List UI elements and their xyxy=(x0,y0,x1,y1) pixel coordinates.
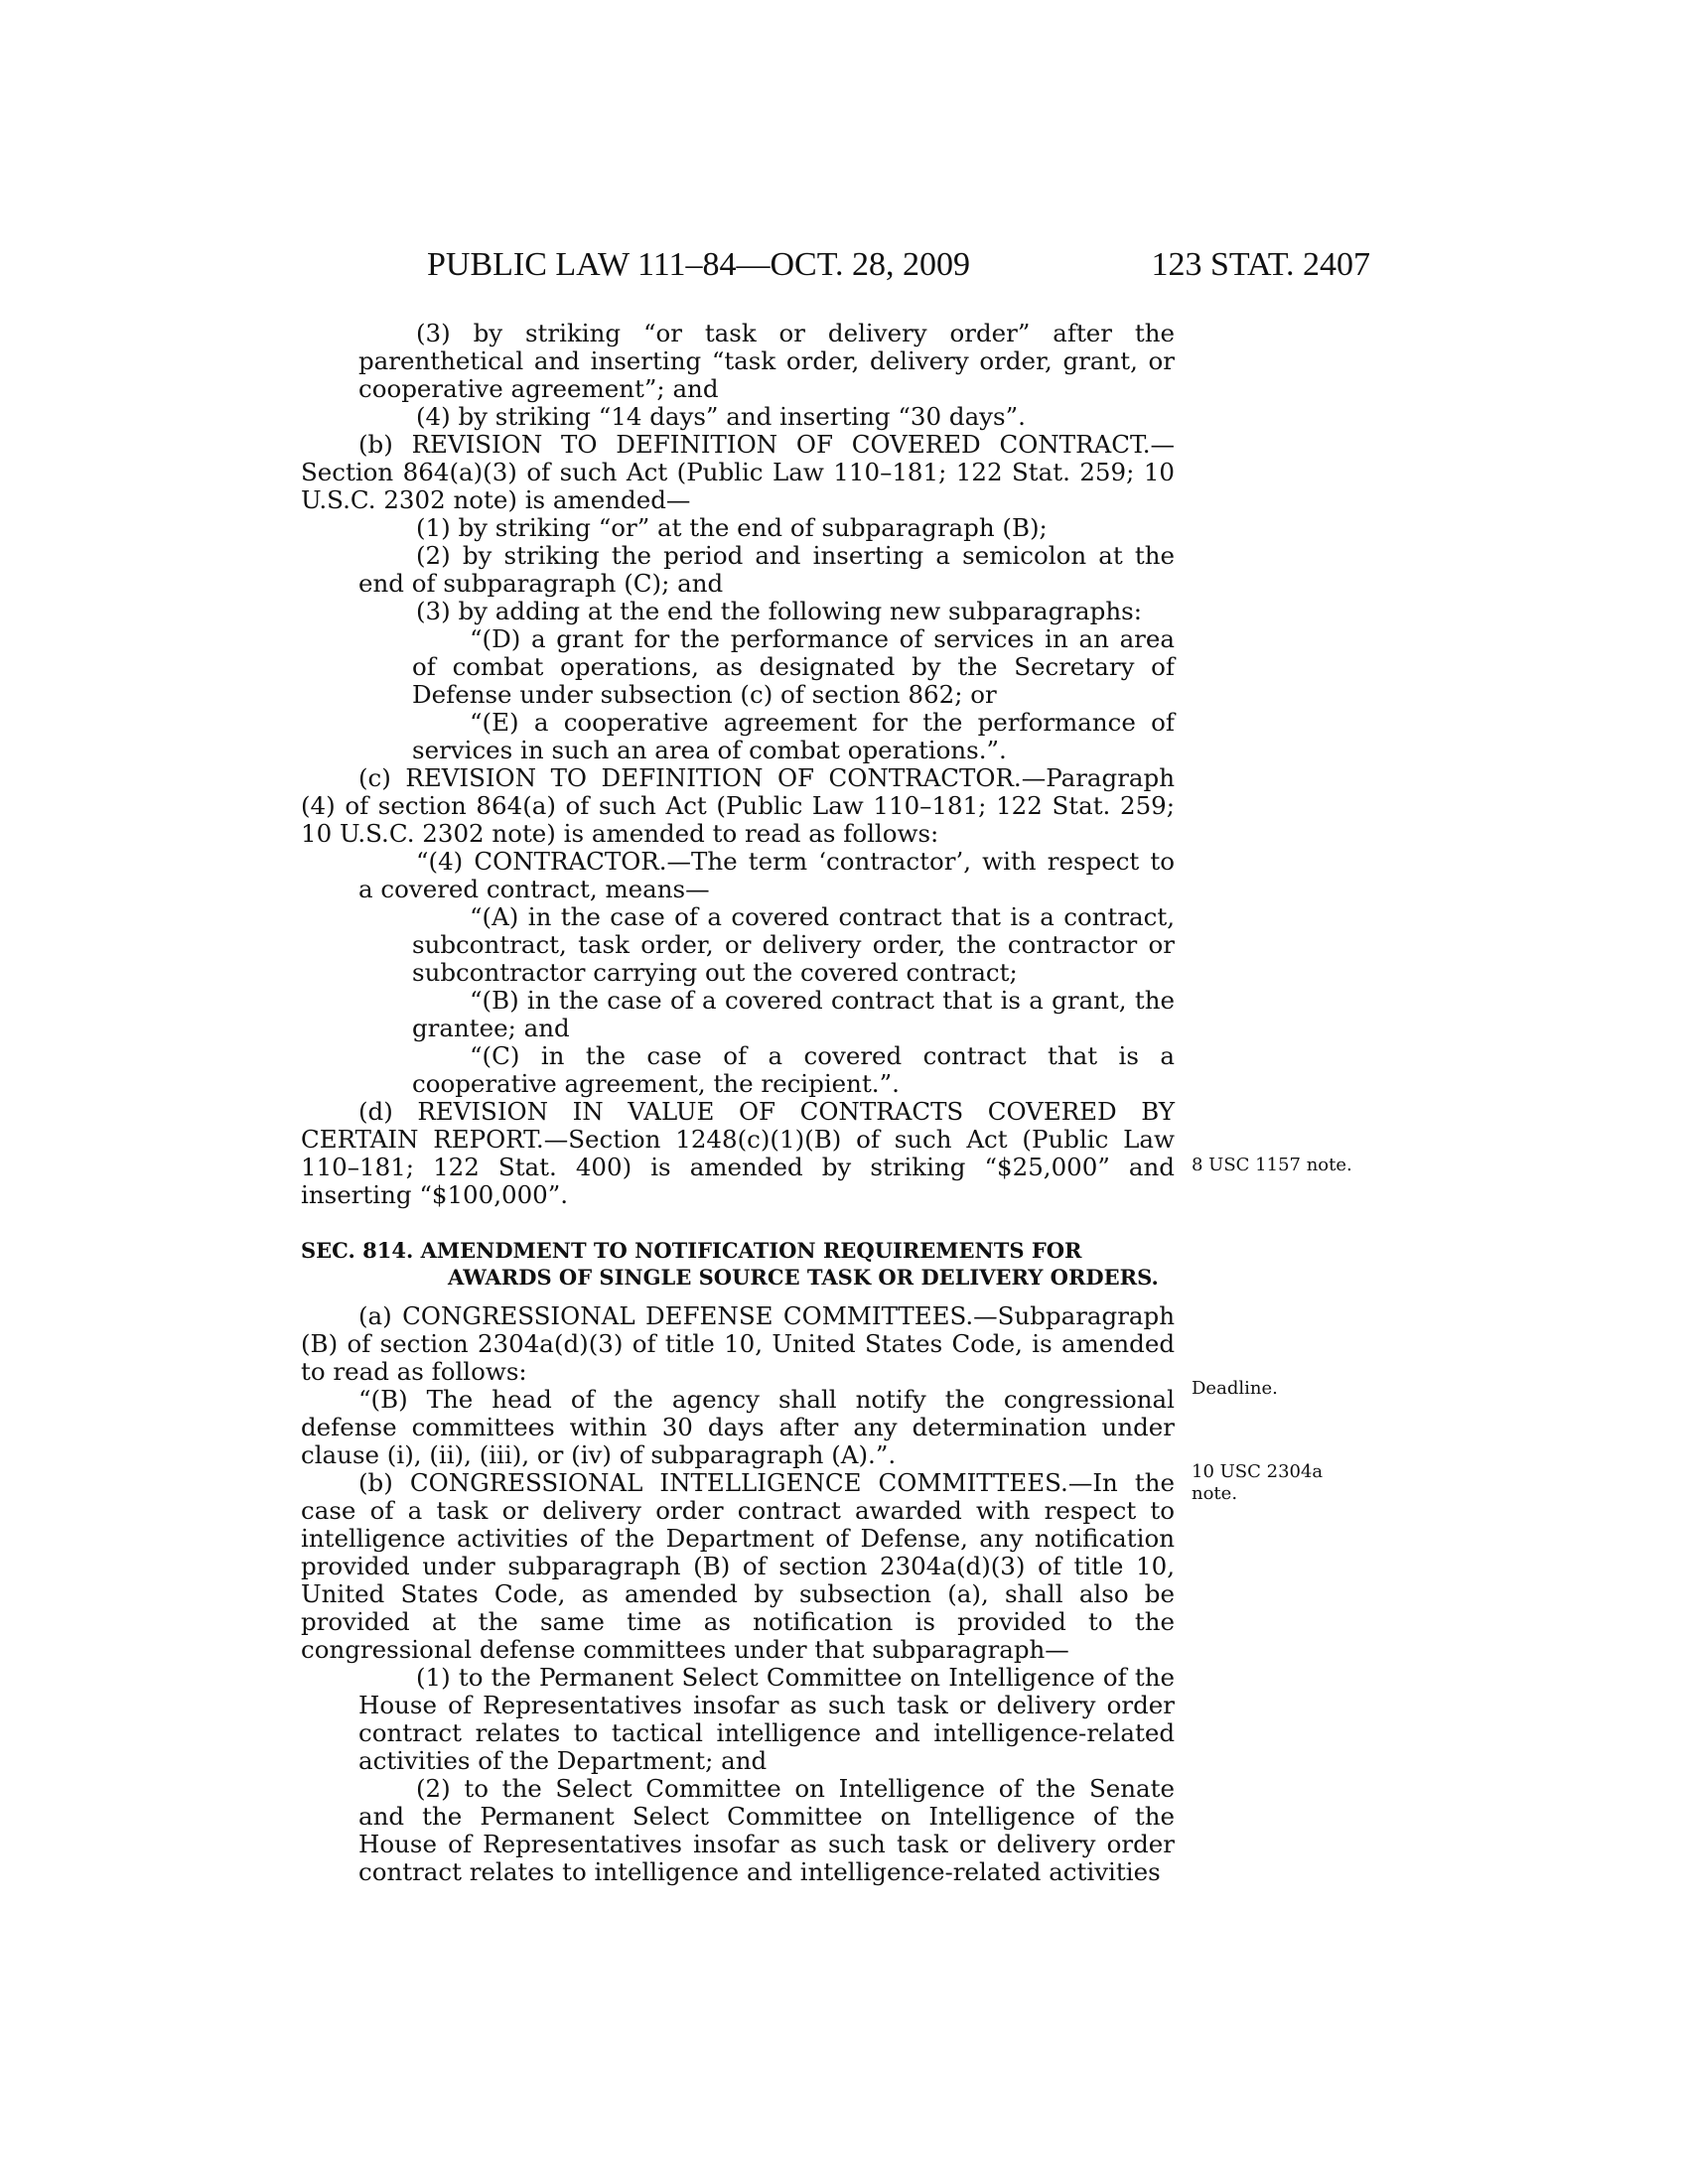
section-heading-line1: SEC. 814. AMENDMENT TO NOTIFICATION REQUIREMENTS FOR xyxy=(301,1238,1082,1263)
paragraph-814b1: (1) to the Permanent Select Committee on Intelligence of the House of Representatives insofar as such task or delivery order contract relates to tactical intelligence and intelligence-related activities of the Department; and xyxy=(358,1663,1175,1775)
clause-a: “(A) in the case of a covered contract that is a contract, subcontract, task order, or delivery order, the contractor or subcontractor carrying out the covered contract; xyxy=(412,902,1175,987)
paragraph-c4: “(4) CONTRACTOR.—The term ‘contractor’, with respect to a covered contract, means— xyxy=(358,847,1175,903)
paragraph-b-text: (b) REVISION TO DEFINITION OF COVERED CONTRACT.—Section 864(a)(3) of such Act (Public Law 110–181; 122 Stat. 259; 10 U.S.C. 2302 note) is amended— xyxy=(301,430,1175,514)
paragraph-d: (d) REVISION IN VALUE OF CONTRACTS COVERED BY CERTAIN REPORT.—Section 1248(c)(1)(B) of such Act (Public Law 110–181; 122 Stat. 400) is amended by striking “$25,000” and inserting “$100,000”. xyxy=(301,1097,1175,1209)
section-heading-line2: AWARDS OF SINGLE SOURCE TASK OR DELIVERY ORDERS. xyxy=(448,1265,1159,1290)
subparagraph-e: “(E) a cooperative agreement for the performance of services in such an area of combat operations.”. xyxy=(412,708,1175,764)
margin-note-usc-2304a-line1: 10 USC 2304a xyxy=(1192,1461,1324,1482)
paragraph-814a: (a) CONGRESSIONAL DEFENSE COMMITTEES.—Subparagraph (B) of section 2304a(d)(3) of title 10, United States Code, is amended to read as follows: xyxy=(301,1301,1175,1386)
header-law-date: PUBLIC LAW 111–84—OCT. 28, 2009 xyxy=(427,246,970,283)
paragraph-814b2: (2) to the Select Committee on Intelligence of the Senate and the Permanent Select Committee on Intelligence of the House of Representatives insofar as such task or delivery order contract relates to intelligence and intelligence-related activities xyxy=(358,1774,1175,1886)
paragraph-b1: (1) by striking “or” at the end of subparagraph (B); xyxy=(416,513,1048,542)
paragraph-b3: (3) by adding at the end the following new subparagraphs: xyxy=(416,597,1142,625)
margin-note-usc-1157: 8 USC 1157 note. xyxy=(1192,1155,1352,1175)
subparagraph-d: “(D) a grant for the performance of services in an area of combat operations, as designated by the Secretary of Defense under subsection (c) of section 862; or xyxy=(412,624,1175,709)
paragraph-814a-quote: “(B) The head of the agency shall notify the congressional defense committees within 30 days after any determination under clause (i), (ii), (iii), or (iv) of subparagraph (A).”. xyxy=(301,1385,1175,1469)
header-stat-page: 123 STAT. 2407 xyxy=(1151,246,1370,283)
paragraph-a4: (4) by striking “14 days” and inserting “30 days”. xyxy=(416,402,1026,431)
margin-note-deadline: Deadline. xyxy=(1192,1378,1278,1399)
page-header xyxy=(427,246,1370,296)
clause-c: “(C) in the case of a covered contract that is a cooperative agreement, the recipient.”. xyxy=(412,1041,1175,1098)
clause-b: “(B) in the case of a covered contract that is a grant, the grantee; and xyxy=(412,986,1175,1042)
margin-note-usc-2304a-line2: note. xyxy=(1192,1483,1238,1504)
document-body xyxy=(301,320,1175,1886)
paragraph-c: (c) REVISION TO DEFINITION OF CONTRACTOR.—Paragraph (4) of section 864(a) of such Act (Public Law 110–181; 122 Stat. 259; 10 U.S.C. 2302 note) is amended to read as follows: xyxy=(301,763,1175,848)
margin-note-usc-2304a xyxy=(1192,1461,1323,1505)
paragraph-814b: (b) CONGRESSIONAL INTELLIGENCE COMMITTEES.—In the case of a task or delivery order contract awarded with respect to intelligence activities of the Department of Defense, any notification provided under subparagraph (B) of section 2304a(d)(3) of title 10, United States Code, as amended by subsection (a), shall also be provided at the same time as notification is provided to the congressional defense committees under that subparagraph— xyxy=(301,1468,1175,1664)
paragraph-b xyxy=(301,431,1175,514)
paragraph-b2: (2) by striking the period and inserting a semicolon at the end of subparagraph (C); and xyxy=(358,541,1175,598)
paragraph-a3: (3) by striking “or task or delivery order” after the parenthetical and inserting “task order, delivery order, grant, or cooperative agreement”; and xyxy=(358,319,1175,403)
section-heading xyxy=(301,1237,1175,1291)
